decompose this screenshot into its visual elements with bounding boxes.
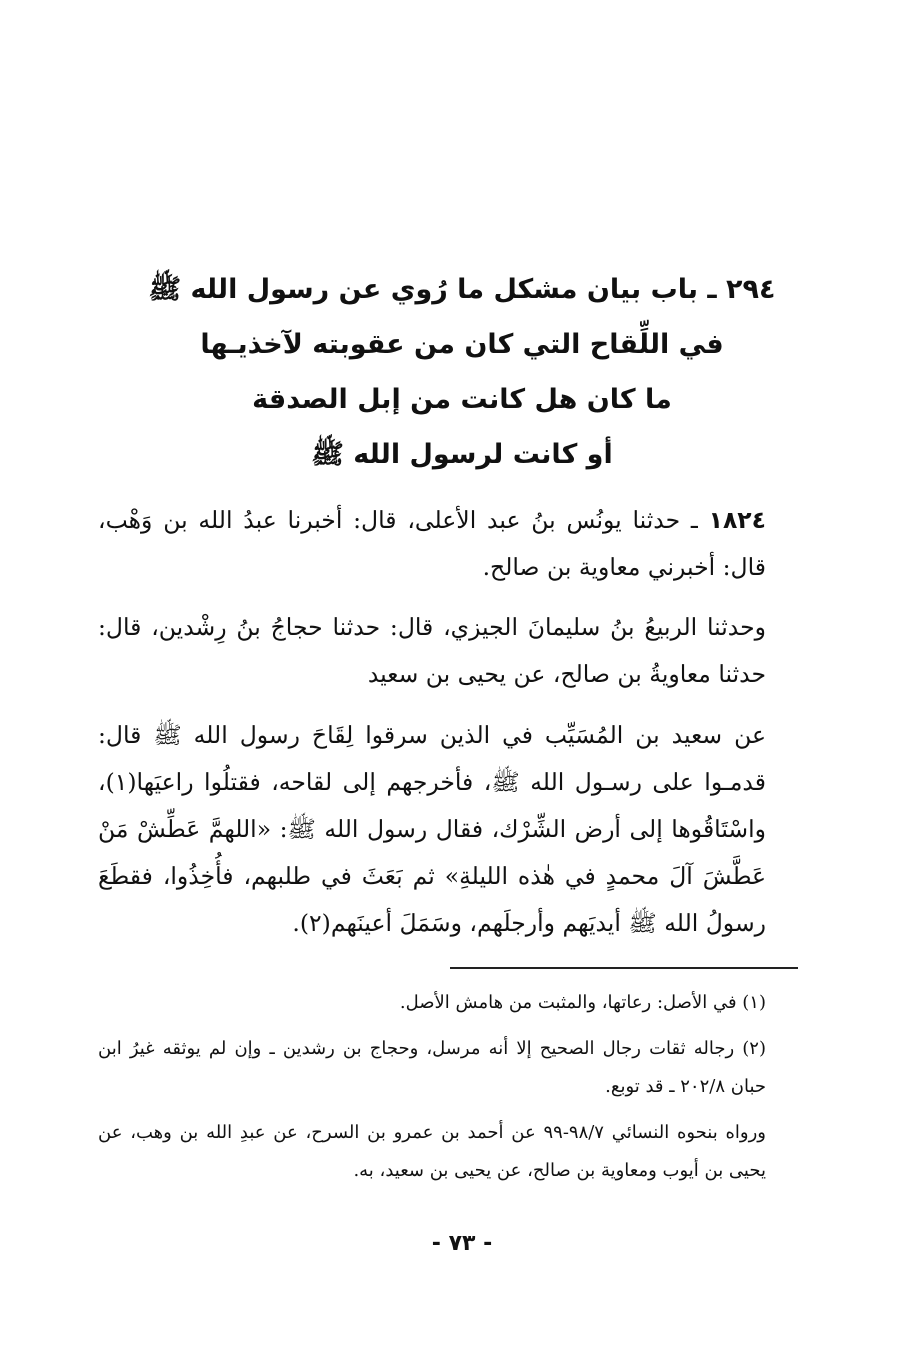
number-dash: ـ [680, 506, 698, 534]
footnote-2: (٢) رجاله ثقات رجال الصحيح إلا أنه مرسل، وحجاج بن رشدين ـ وإن لم يوثقه غيرُ ابن حبان ٢٠٢/٨ ـ قد توبع. [98, 1038, 766, 1097]
page-number: - ٧٣ - [431, 1231, 493, 1256]
heading-line-3: ما كان هل كانت من إبل الصدقة [252, 384, 672, 415]
chapter-heading [90, 262, 834, 482]
footnote-separator [450, 967, 798, 969]
hadith-isnad-1 [98, 497, 766, 591]
hadith-isnad-2: وحدثنا الربيعُ بنُ سليمانَ الجيزي، قال: حدثنا حجاجُ بنُ رِشْدين، قال: حدثنا معاويةُ بن صالح، عن يحيى بن سعيد [98, 613, 766, 688]
heading-line-2: في اللِّقاح التي كان من عقوبته لآخذيـها [200, 329, 724, 360]
hadith-matn: عن سعيد بن المُسَيِّب في الذين سرقوا لِقَاحَ رسول الله ﷺ قال: قدمـوا على رسـول الله ﷺ، فأخرجهم إلى لقاحه، فقتلُوا راعيَها(١)، واسْتَاقُوها إلى أرض الشِّرْك، فقال رسول الله ﷺ: «اللهمَّ عَطِّشْ مَنْ عَطَّشَ آلَ محمدٍ في هٰذه الليلةِ» ثم بَعَثَ في طلبهم، فأُخِذُوا، فقطَعَ رسولُ الله ﷺ أيديَهم وأرجلَهم، وسَمَلَ أعينَهم(٢). [98, 721, 766, 937]
heading-line-4: أو كانت لرسول الله ﷺ [311, 439, 613, 470]
hadith-isnad-1-text: حدثنا يونُس بنُ عبد الأعلى، قال: أخبرنا عبدُ الله بن وَهْب، قال: أخبرني معاوية بن صالح. [98, 506, 766, 581]
footnotes [98, 984, 766, 1198]
heading-line-1: ٢٩٤ ـ باب بيان مشكل ما رُوي عن رسول الله ﷺ [148, 274, 776, 305]
footnote-1: (١) في الأصل: رعاتها، والمثبت من هامش الأصل. [399, 992, 766, 1013]
hadith-number: ١٨٢٤ [708, 506, 766, 534]
footnote-2-continued: ورواه بنحوه النسائي ٩٨/٧-٩٩ عن أحمد بن عمرو بن السرح، عن عبدِ الله بن وهب، عن يحيى بن أيوب ومعاوية بن صالح، عن يحيى بن سعيد، به. [98, 1122, 766, 1181]
